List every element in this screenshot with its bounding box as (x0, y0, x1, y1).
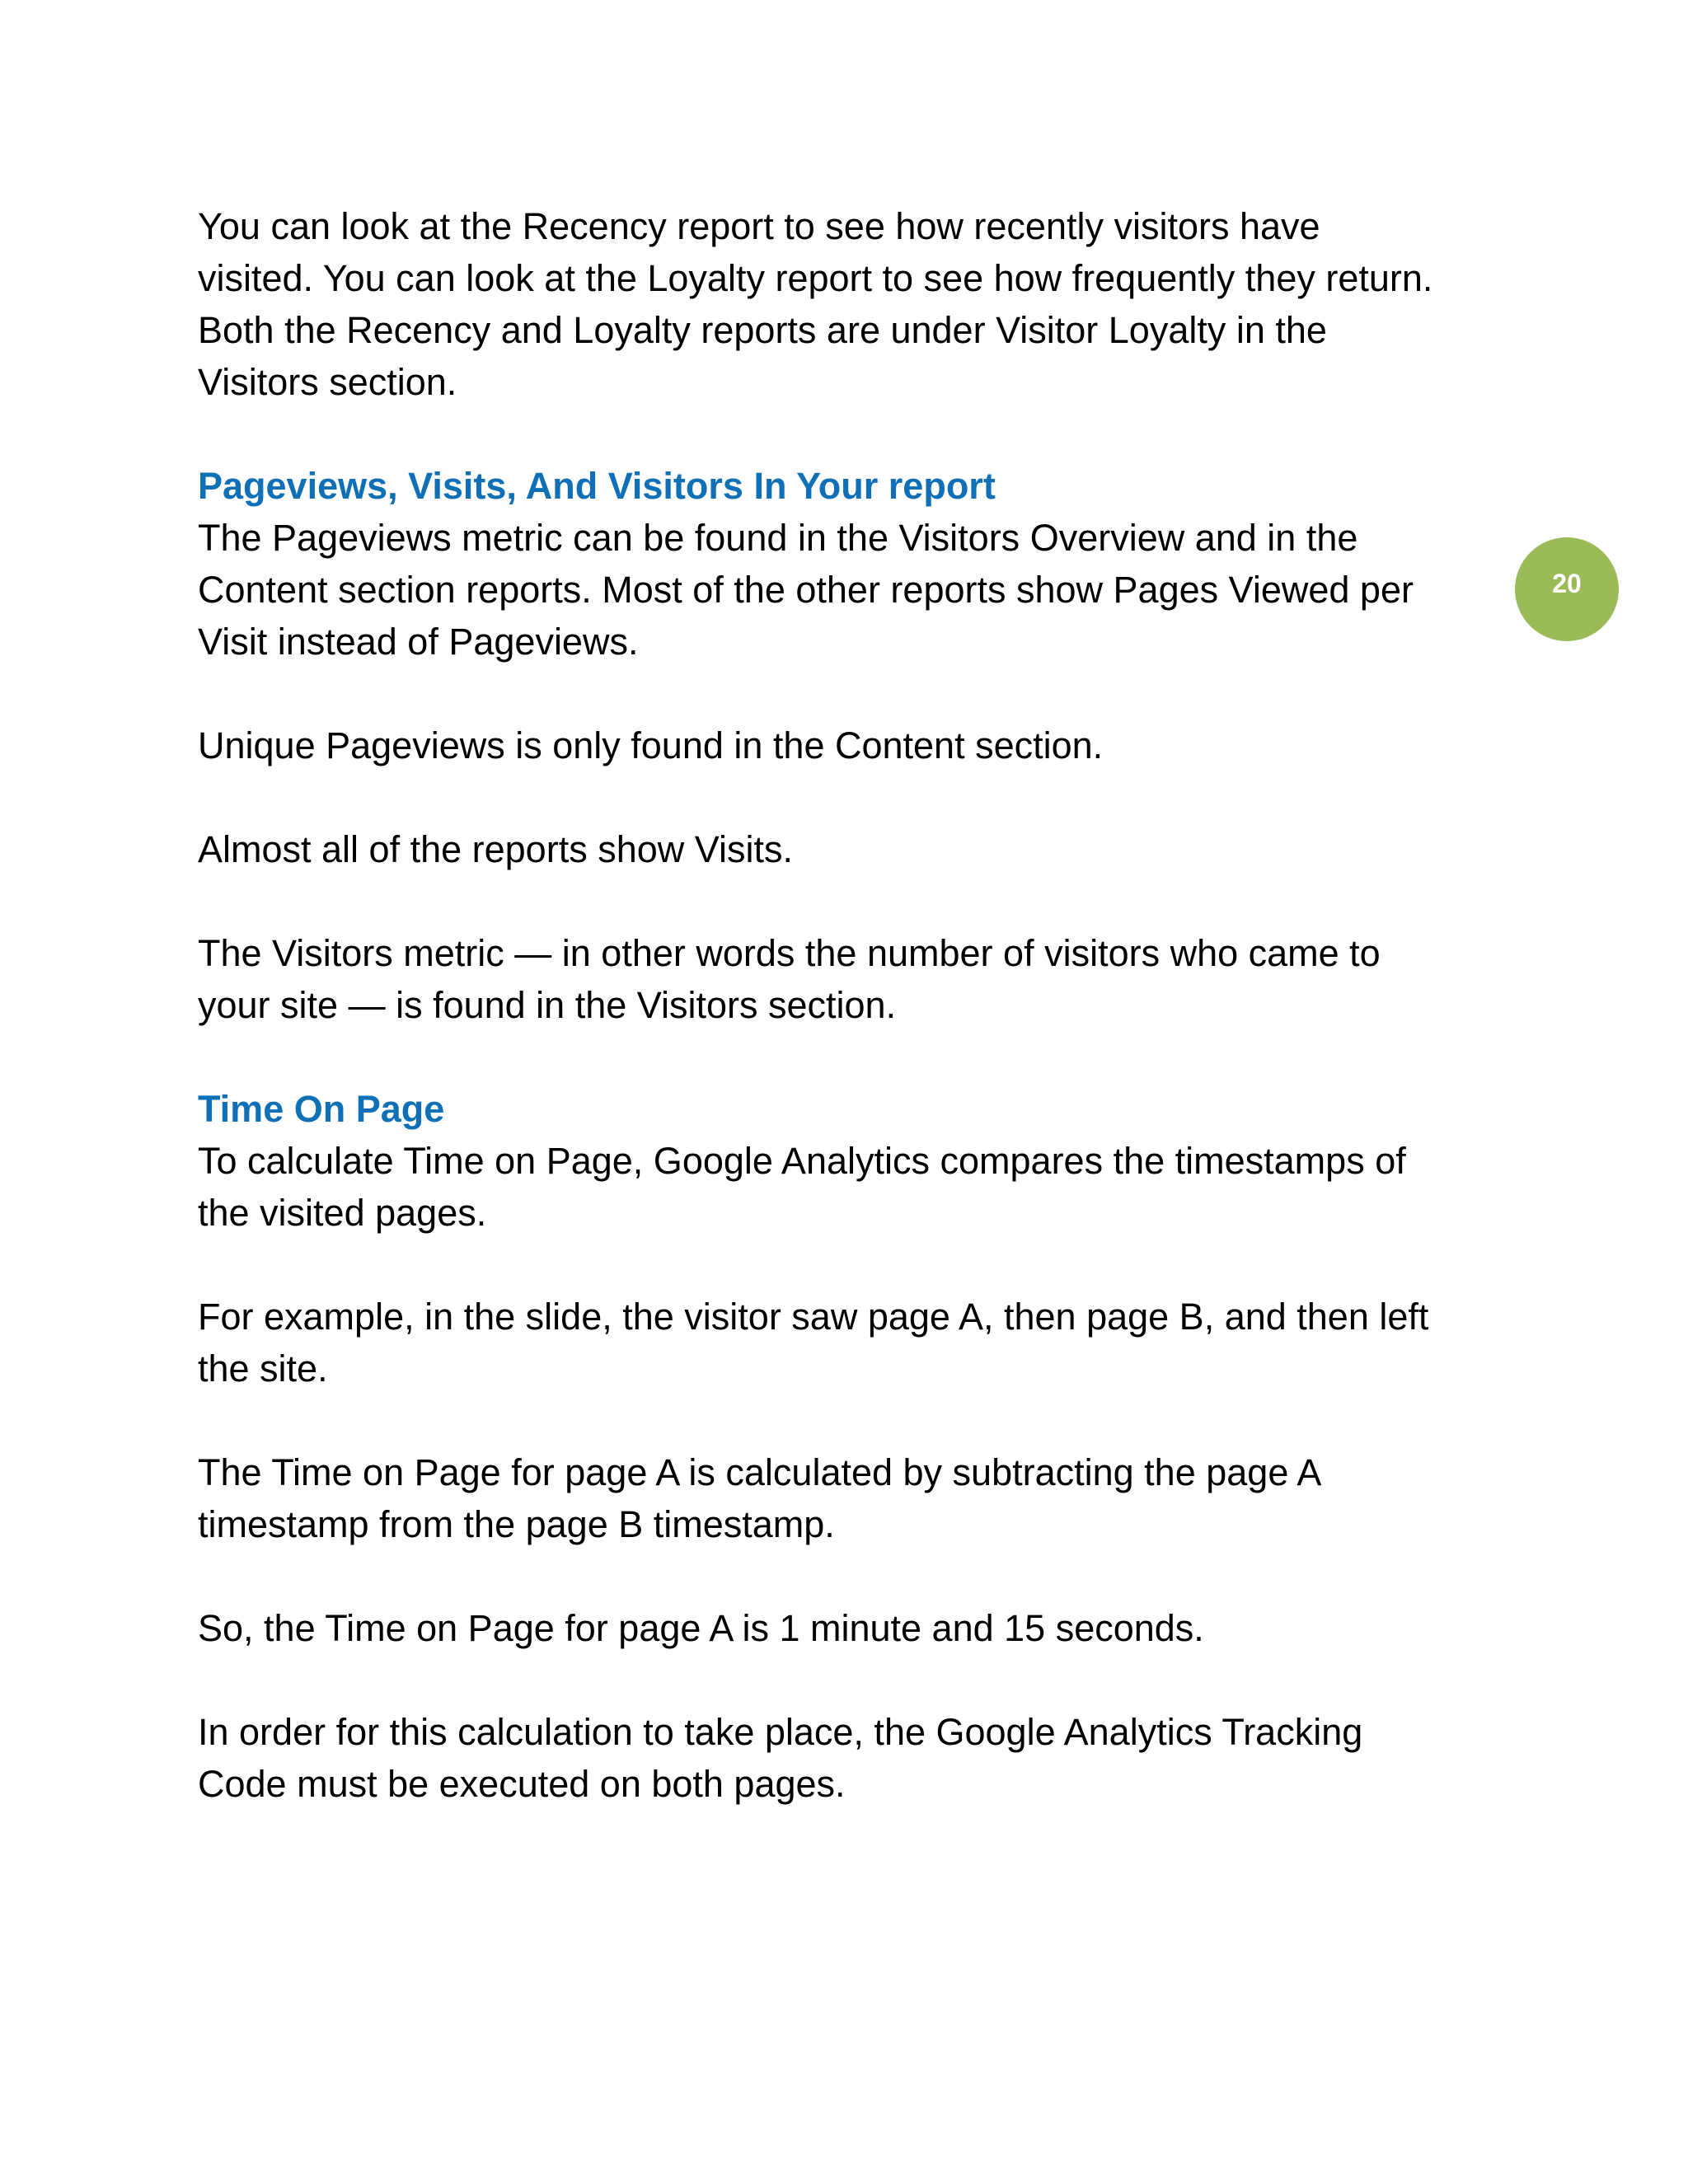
section-heading-time-on-page: Time On Page (198, 1088, 445, 1130)
paragraph-example: For example, in the slide, the visitor saw page A, then page B, and then left the site. (198, 1296, 1429, 1390)
section-heading-pageviews: Pageviews, Visits, And Visitors In Your report (198, 465, 996, 507)
paragraph-pageviews-metric: The Pageviews metric can be found in the Visitors Overview and in the Content section reports. Most of the other reports show Pages Viewed per Visit instead of Pageviews. (198, 517, 1414, 663)
intro-paragraph: You can look at the Recency report to see how recently visitors have visited. You can look at the Loyalty report to see how frequently they return. Both the Recency and Loyalty reports are under Visitor Loyalty in the Visitors section. (198, 205, 1433, 403)
paragraph-subtracting: The Time on Page for page A is calculated by subtracting the page A timestamp from the page B timestamp. (198, 1451, 1322, 1545)
paragraph-visits: Almost all of the reports show Visits. (198, 828, 793, 870)
paragraph-calculate-time: To calculate Time on Page, Google Analytics compares the timestamps of the visited pages. (198, 1140, 1406, 1234)
page-number-badge (1515, 537, 1619, 641)
paragraph-visitors-metric: The Visitors metric — in other words the number of visitors who came to your site — is found in the Visitors section. (198, 932, 1381, 1026)
paragraph-result: So, the Time on Page for page A is 1 minute and 15 seconds. (198, 1607, 1204, 1649)
page-number: 20 (1552, 569, 1582, 598)
paragraph-unique-pageviews: Unique Pageviews is only found in the Content section. (198, 724, 1104, 766)
page-content (198, 200, 1517, 1862)
paragraph-tracking-code: In order for this calculation to take place, the Google Analytics Tracking Code must be executed on both pages. (198, 1711, 1363, 1805)
